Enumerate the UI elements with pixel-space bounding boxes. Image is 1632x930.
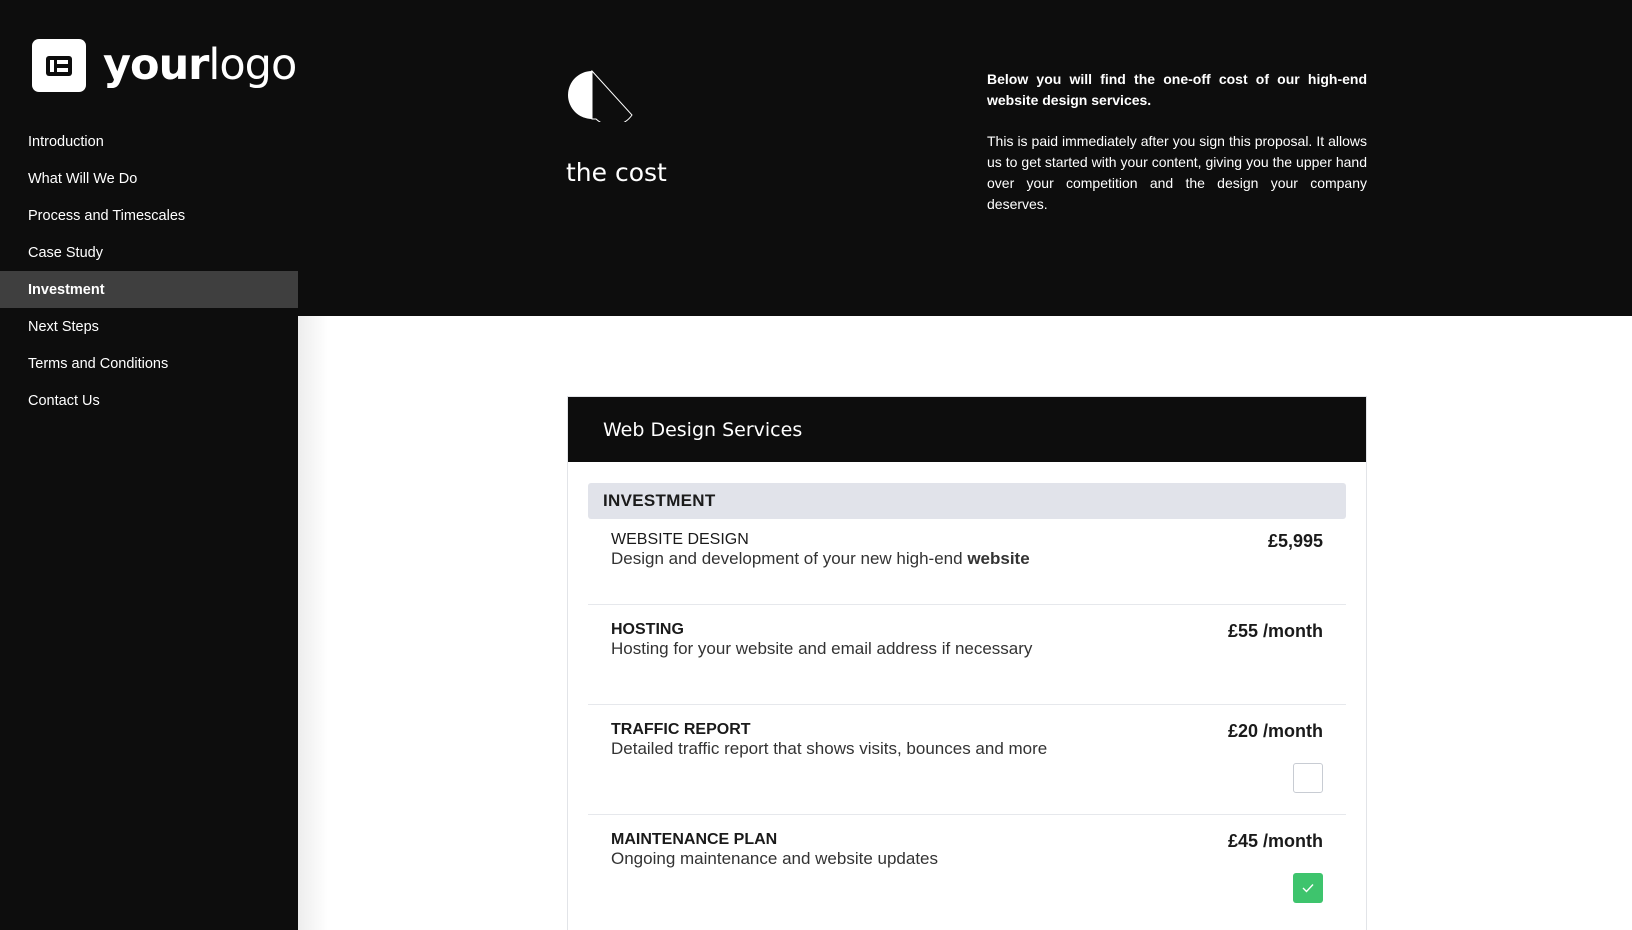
traffic-report-checkbox[interactable] (1293, 763, 1323, 793)
check-icon (1302, 883, 1314, 893)
item-desc: Ongoing maintenance and website updates (611, 849, 939, 868)
maintenance-plan-checkbox[interactable] (1293, 873, 1323, 903)
item-desc: Hosting for your website and email address if necessary (611, 639, 1033, 658)
line-item-traffic-report (588, 705, 1346, 815)
line-item-website-design (588, 519, 1346, 605)
item-desc: Detailed traffic report that shows visits, bounces and more (611, 739, 1048, 758)
section-header-investment: INVESTMENT (588, 483, 1346, 519)
sidebar-item-case-study[interactable]: Case Study (28, 244, 103, 261)
sidebar-shadow (298, 316, 328, 930)
card-header: Web Design Services (568, 397, 1366, 462)
line-item-maintenance-plan (588, 815, 1346, 925)
item-price: £45 /month (1227, 831, 1323, 851)
logo-text-bold: your (103, 40, 209, 90)
sidebar-item-next-steps[interactable]: Next Steps (28, 318, 99, 335)
line-item-hosting (588, 605, 1346, 705)
item-desc (611, 549, 1061, 569)
pricing-card (567, 396, 1367, 930)
sidebar-item-terms-and-conditions[interactable]: Terms and Conditions (28, 355, 169, 372)
hero-description (987, 69, 1367, 215)
item-price: £5,995 (1267, 531, 1323, 551)
sidebar-item-process-and-timescales[interactable]: Process and Timescales (28, 207, 186, 224)
item-name: HOSTING (611, 621, 684, 638)
sidebar-nav (0, 123, 298, 419)
logo[interactable] (32, 39, 296, 92)
item-desc-text: Design and development of your new high-end (611, 549, 963, 568)
logo-text (103, 40, 297, 90)
item-name: MAINTENANCE PLAN (611, 831, 778, 848)
item-desc-strong: website (967, 549, 1030, 568)
item-price: £20 /month (1227, 721, 1323, 741)
item-price: £55 /month (1227, 621, 1323, 641)
logo-text-light: logo (208, 40, 297, 90)
hero-section (298, 0, 1632, 316)
sidebar-item-contact-us[interactable]: Contact Us (28, 392, 100, 409)
item-name: WEBSITE DESIGN (611, 531, 749, 548)
cost-icon (566, 70, 636, 127)
item-name: TRAFFIC REPORT (611, 721, 751, 738)
hero-body: This is paid immediately after you sign this proposal. It allows us to get started with your content, giving you the upper hand over your competition and the design your company deserves. (987, 133, 1367, 212)
logo-mark-icon (32, 39, 86, 92)
sidebar-item-introduction[interactable]: Introduction (28, 133, 104, 150)
sidebar-item-investment[interactable]: Investment (0, 271, 298, 308)
sidebar (0, 0, 298, 930)
hero-intro: Below you will find the one-off cost of our high-end website design services. (987, 71, 1367, 108)
sidebar-item-what-will-we-do[interactable]: What Will We Do (28, 170, 138, 187)
page-title: the cost (566, 158, 667, 187)
